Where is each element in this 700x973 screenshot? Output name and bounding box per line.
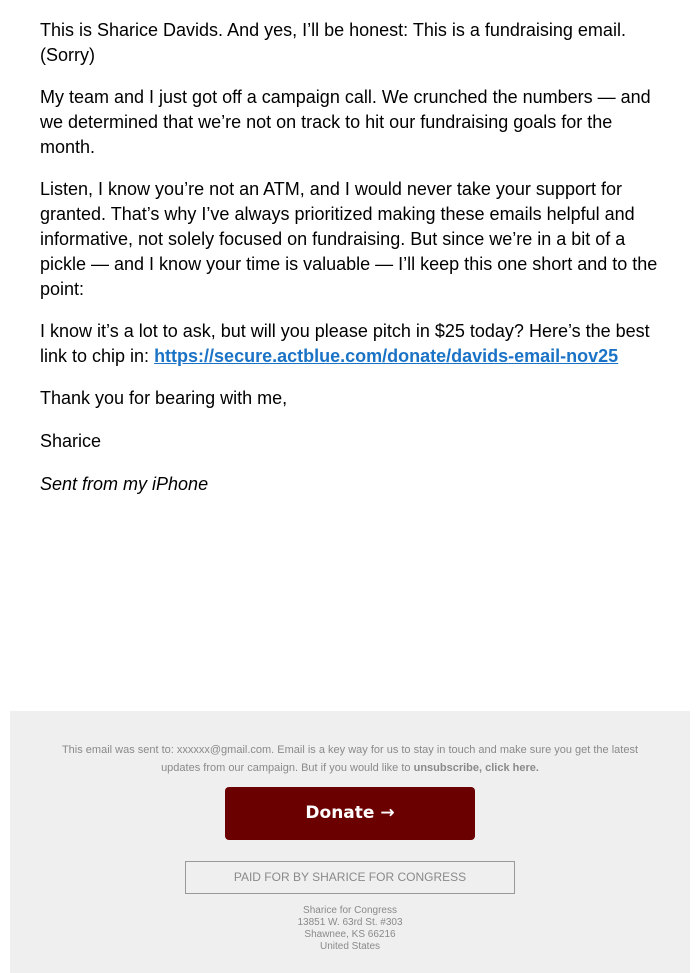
donate-link[interactable]: https://secure.actblue.com/donate/davids-email-nov25 xyxy=(154,346,619,366)
address-line-1: Sharice for Congress xyxy=(303,905,397,916)
email-paragraph-ask xyxy=(40,319,670,369)
address-line-4: United States xyxy=(319,941,381,952)
email-body xyxy=(40,18,670,514)
email-paragraph-appeal: Listen, I know you’re not an ATM, and I would never take your support for granted. That’s why I’ve always prioritized making these emails helpful and informative, not solely focused on fundraising. But since we’re in a bit of a pickle — and I know your time is valuable — I’ll keep this one short and to the point: xyxy=(40,179,658,299)
email-signoff: Thank you for bearing with me, xyxy=(40,388,288,408)
email-paragraph-campaign-call: My team and I just got off a campaign call. We crunched the numbers — and we determined that we’re not on track to hit our fundraising goals for the month. xyxy=(40,87,651,157)
ask-text: I know it’s a lot to ask, but will you please pitch in $25 today? Here’s the best link to chip in: xyxy=(40,321,650,366)
address-line-3: Shawnee, KS 66216 xyxy=(304,929,396,940)
footer-notice-text: This email was sent to: xxxxxx@gmail.com. Email is a key way for us to stay in touch and make sure you get the latest updates from our campaign. But if you would like to xyxy=(61,744,639,774)
unsubscribe-link[interactable]: unsubscribe, click here. xyxy=(413,762,539,774)
donate-button[interactable]: Donate → xyxy=(225,787,475,840)
sent-from-iphone: Sent from my iPhone xyxy=(40,474,209,494)
mailing-address xyxy=(250,905,450,953)
email-signature: Sharice xyxy=(40,431,102,451)
email-footer xyxy=(10,711,690,973)
address-line-2: 13851 W. 63rd St. #303 xyxy=(297,917,403,928)
paid-for-disclaimer: PAID FOR BY SHARICE FOR CONGRESS xyxy=(185,861,515,894)
footer-notice xyxy=(50,741,650,777)
email-paragraph-intro: This is Sharice Davids. And yes, I’ll be honest: This is a fundraising email. (Sorry) xyxy=(40,20,626,65)
